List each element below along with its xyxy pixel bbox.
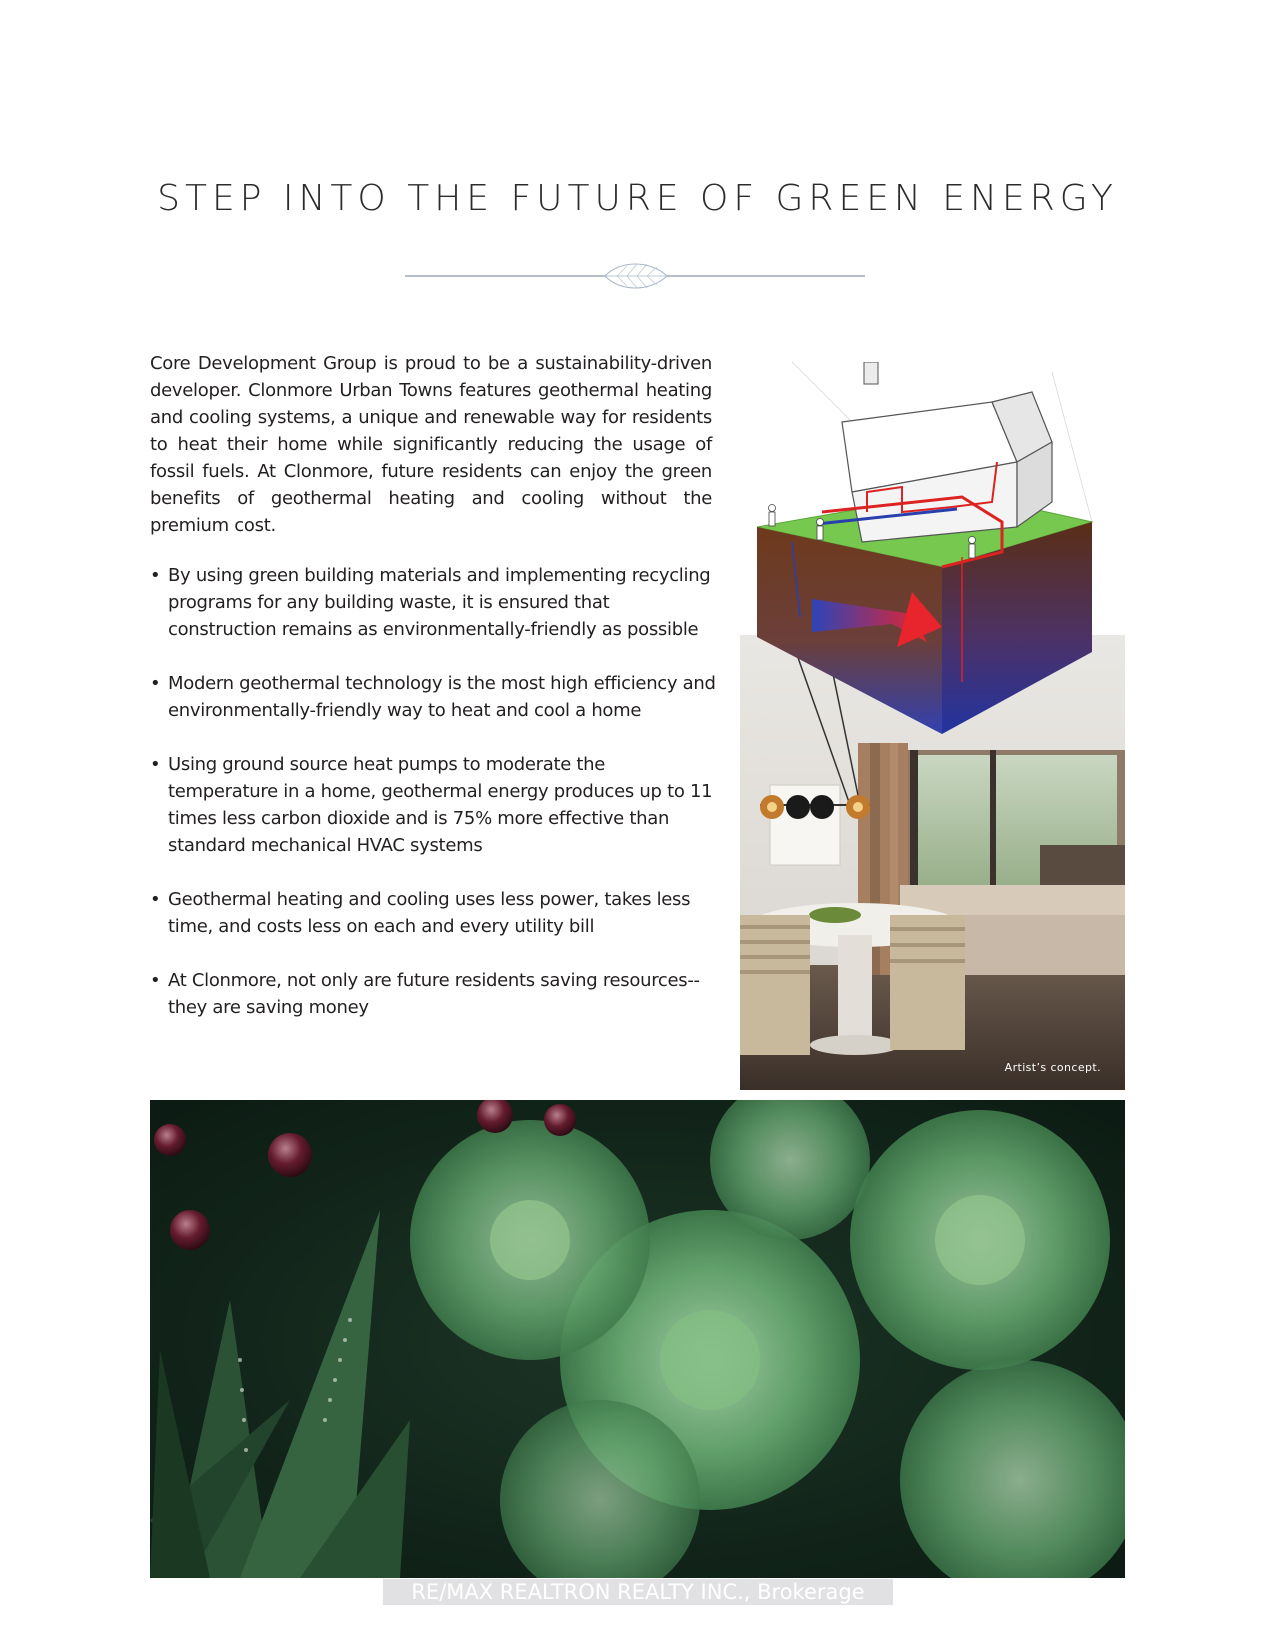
page-title: STEP INTO THE FUTURE OF GREEN ENERGY xyxy=(157,178,1118,219)
photo-caption: Artist’s concept. xyxy=(1004,1061,1101,1074)
list-item xyxy=(150,967,720,1021)
bullet-icon: • xyxy=(150,970,161,991)
list-item xyxy=(150,886,720,940)
bullet-icon: • xyxy=(150,889,161,910)
leaf-divider xyxy=(405,258,865,294)
bullet-icon: • xyxy=(150,565,161,586)
list-item-text: Modern geothermal technology is the most high efficiency and environmentally-friendly way to heat and cool a home xyxy=(168,673,716,721)
benefits-list xyxy=(150,562,720,1048)
list-item xyxy=(150,751,720,859)
succulent-illustration xyxy=(150,1100,1125,1578)
bullet-icon: • xyxy=(150,673,161,694)
geothermal-house-diagram xyxy=(752,362,1114,742)
list-item xyxy=(150,670,720,724)
brokerage-watermark: RE/MAX REALTRON REALTY INC., Brokerage xyxy=(383,1579,893,1605)
succulent-plants-photo xyxy=(150,1100,1125,1578)
list-item-text: By using green building materials and implementing recycling programs for any building waste, it is ensured that construction remains as environmentally-friendly as possible xyxy=(168,565,711,640)
intro-paragraph: Core Development Group is proud to be a sustainability-driven developer. Clonmore Urban Towns features geothermal heating and cooling systems, a unique and renewable way for residents to heat their home while significantly reducing the usage of fossil fuels. At Clonmore, future residents can enjoy the green benefits of geothermal heating and cooling without the premium cost. xyxy=(150,353,712,536)
bullet-icon: • xyxy=(150,754,161,775)
list-item-text: Using ground source heat pumps to moderate the temperature in a home, geothermal energy produces up to 11 times less carbon dioxide and is 75% more effective than standard mechanical HVAC systems xyxy=(168,754,713,856)
list-item-text: Geothermal heating and cooling uses less power, takes less time, and costs less on each and every utility bill xyxy=(168,889,691,937)
leaf-icon xyxy=(605,264,667,288)
list-item-text: At Clonmore, not only are future residents saving resources--they are saving money xyxy=(168,970,700,1018)
list-item xyxy=(150,562,720,643)
